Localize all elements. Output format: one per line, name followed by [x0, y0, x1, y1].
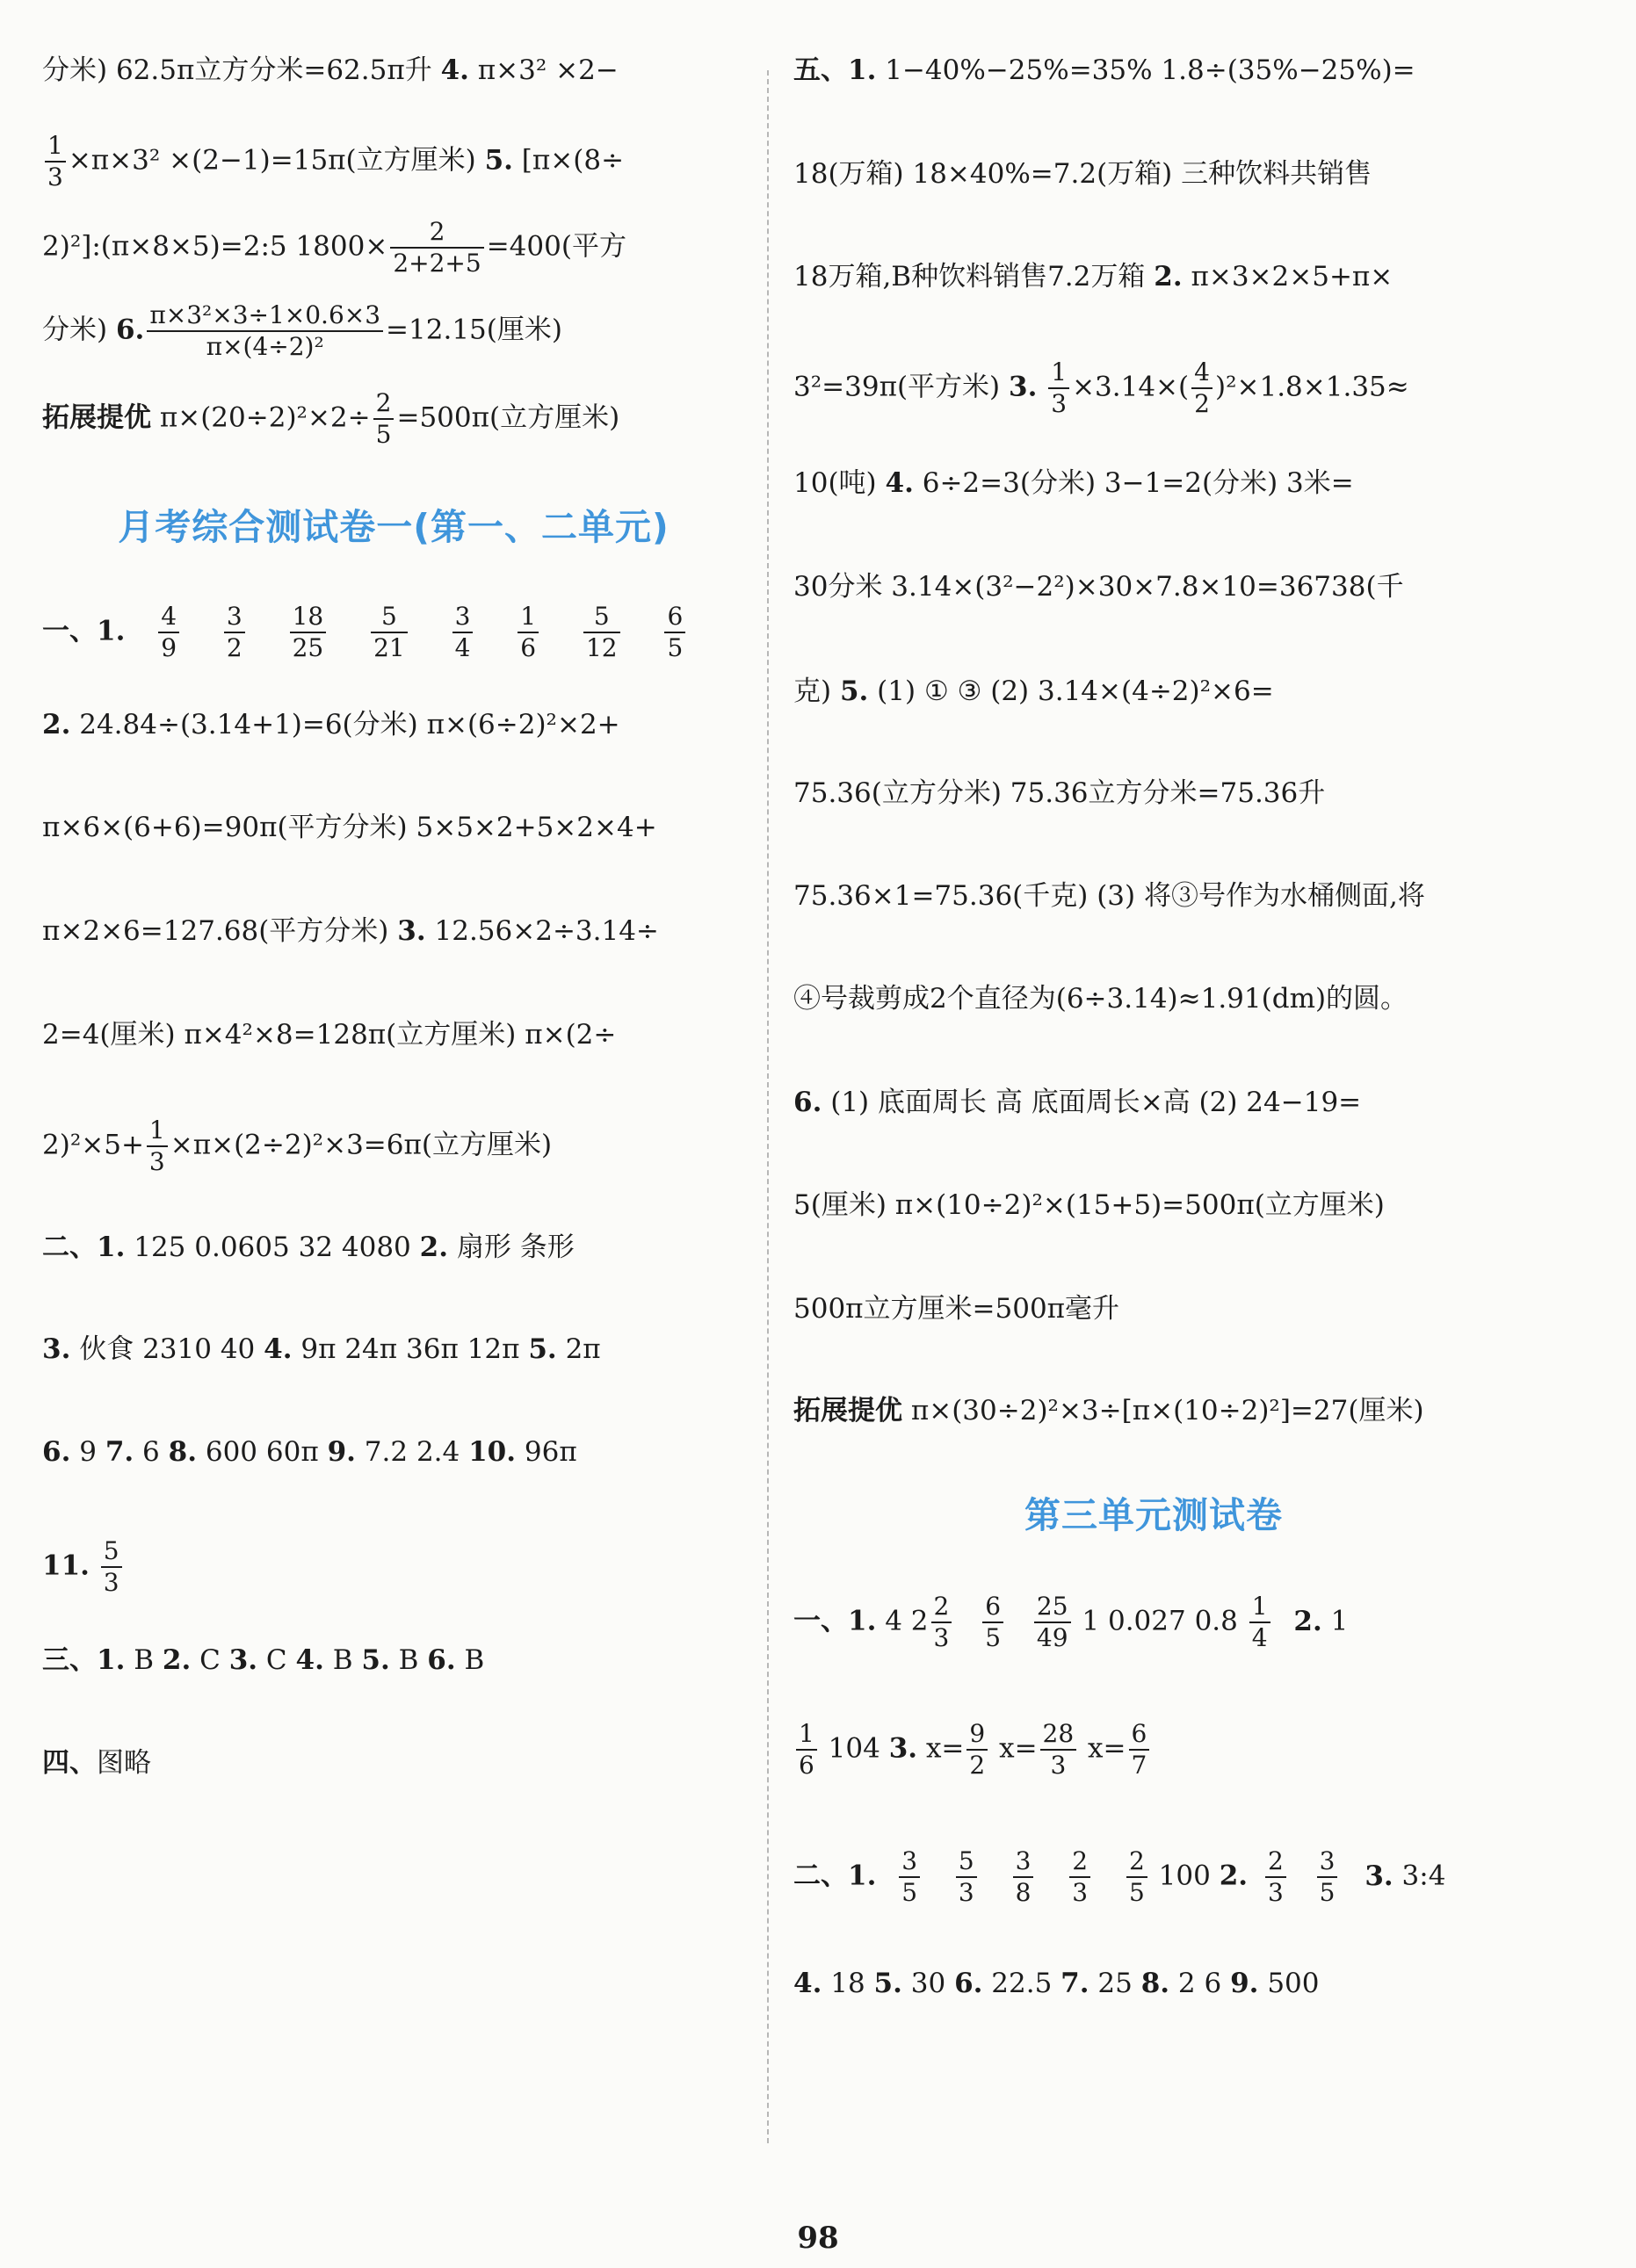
fraction: $\frac{28}{3}$: [1040, 1722, 1077, 1778]
answer-line: 18(万箱) 18×40%=7.2(万箱) 三种饮料共销售: [793, 158, 1372, 190]
answer-line: [42, 604, 688, 661]
item-number: 3.: [888, 1732, 918, 1765]
answer-line: 2=4(厘米) π×4²×8=128π(立方厘米) π×(2÷: [42, 1019, 617, 1051]
fraction: $\frac{4}{9}$: [158, 604, 179, 661]
item-number: 5.: [484, 144, 513, 177]
fraction: $\frac{2}{3}$: [1265, 1849, 1286, 1905]
item-number: 四、: [42, 1747, 97, 1779]
extension-label: 拓展提优: [42, 401, 151, 434]
answer-line: 三、1. B 2. C 3. C 4. B 5. B 6. B: [42, 1644, 485, 1676]
answer-line: 分米) 6. $\frac{\text{π×3²×3÷1×0.6×3}}{\text{π×(4÷2)²}}$ =12.15(厘米): [42, 300, 562, 361]
fraction: $\frac{3}{2}$: [224, 604, 245, 661]
answer-line: 30分米 3.14×(3²−2²)×30×7.8×10=36738(千: [793, 571, 1404, 603]
answer-line: 一、1. 4 2 $\frac{2}{3}$ $\frac{6}{5}$ $\frac{25}{49}$ 1 0.027 0.8 $\frac{1}{4}$ 2. 1: [793, 1592, 1349, 1652]
page-number: 98: [797, 2221, 839, 2256]
item-number: 9.: [327, 1436, 356, 1468]
fraction: $\frac{18}{25}$: [290, 604, 327, 661]
answer-line: 3²=39π(平方米) 3. $\frac{1}{3}$ ×3.14×( $\frac{4}{2}$ )²×1.8×1.35≈: [793, 358, 1409, 418]
answer-line: 500π立方厘米=500π毫升: [793, 1293, 1120, 1325]
fraction: $\frac{2}{3}$: [931, 1594, 952, 1650]
item-number: 2.: [1293, 1605, 1322, 1637]
fraction: $\frac{5}{21}$: [371, 604, 408, 661]
fraction: $\frac{3}{5}$: [1317, 1849, 1338, 1905]
answer-line-extension: 拓展提优 π×(30÷2)²×3÷[π×(10÷2)²]=27(厘米): [793, 1395, 1424, 1427]
answer-line: 6. (1) 底面周长 高 底面周长×高 (2) 24−19=: [793, 1087, 1362, 1118]
answer-line: 分米) 62.5π立方分米=62.5π升 4. π×3² ×2−: [42, 54, 619, 86]
item-number: 5.: [528, 1333, 557, 1365]
answer-line: ④号裁剪成2个直径为(6÷3.14)≈1.91(dm)的圆。: [793, 983, 1408, 1015]
item-number: 3.: [1009, 371, 1038, 403]
fraction: $\frac{3}{5}$: [899, 1849, 920, 1905]
answer-line-extension: 拓展提优 π×(20÷2)²×2÷ $\frac{2}{5}$ =500π(立方厘米): [42, 388, 620, 449]
extension-label: 拓展提优: [793, 1395, 902, 1427]
answer-line: $\frac{1}{3}$ ×π×3² ×(2−1)=15π(立方厘米) 5. [π×(8÷: [42, 134, 624, 190]
item-number: 8.: [168, 1436, 197, 1468]
item-number: 6.: [954, 1968, 983, 1999]
item-number: 7.: [105, 1436, 134, 1468]
item-number: 6.: [793, 1087, 822, 1118]
answer-line: 4. 18 5. 30 6. 22.5 7. 25 8. 2 6 9. 500: [793, 1968, 1320, 1999]
fraction: $\frac{6}{7}$: [1129, 1722, 1150, 1778]
item-number: 11.: [42, 1549, 90, 1582]
fraction: $\frac{9}{2}$: [966, 1722, 988, 1778]
item-number: 5.: [873, 1968, 902, 1999]
answer-line: π×2×6=127.68(平方分米) 3. 12.56×2÷3.14÷: [42, 915, 659, 947]
fraction: $\frac{2}{3}$: [1069, 1849, 1090, 1905]
answer-line: 10(吨) 4. 6÷2=3(分米) 3−1=2(分米) 3米=: [793, 467, 1354, 499]
fraction: $\frac{1}{6}$: [796, 1722, 817, 1778]
fraction: $\frac{6}{5}$: [982, 1594, 1003, 1650]
item-number: 4.: [295, 1644, 324, 1676]
answer-line: 二、1. 125 0.0605 32 4080 2. 扇形 条形: [42, 1232, 575, 1263]
fraction: $\frac{\text{π×3²×3÷1×0.6×3}}{\text{π×(4÷2)²}}$: [147, 303, 383, 359]
answer-line: 18万箱,B种饮料销售7.2万箱 2. π×3×2×5+π×: [793, 261, 1393, 293]
answer-line: $\frac{1}{6}$ 104 3. x= $\frac{9}{2}$ x= $\frac{28}{3}$ x= $\frac{6}{7}$: [793, 1722, 1152, 1778]
answer-line: [42, 1536, 125, 1597]
item-number: 8.: [1140, 1968, 1170, 1999]
item-number: 3.: [1365, 1860, 1393, 1892]
item-number: 6.: [427, 1644, 456, 1676]
item-number: 6.: [42, 1436, 71, 1468]
fraction: $\frac{3}{4}$: [452, 604, 474, 661]
item-number: 2.: [42, 709, 71, 740]
fraction: $\frac{1}{4}$: [1249, 1594, 1270, 1650]
column-divider: [767, 70, 769, 2143]
item-number: 5.: [361, 1644, 390, 1676]
answer-line: 2. 24.84÷(3.14+1)=6(分米) π×(6÷2)²×2+: [42, 709, 620, 740]
answer-line: 5(厘米) π×(10÷2)²×(15+5)=500π(立方厘米): [793, 1189, 1385, 1221]
fraction: $\frac{5}{3}$: [956, 1849, 977, 1905]
answer-line: 75.36(立方分米) 75.36立方分米=75.36升: [793, 777, 1326, 809]
answer-line: π×6×(6+6)=90π(平方分米) 5×5×2+5×2×4+: [42, 812, 657, 843]
section-title: 月考综合测试卷一(第一、二单元): [118, 506, 670, 548]
item-number: 二、1.: [793, 1860, 877, 1892]
item-number: 4.: [885, 467, 914, 499]
item-number: 10.: [468, 1436, 517, 1468]
item-number: 五、1.: [793, 54, 877, 86]
fraction: $\frac{1}{6}$: [518, 604, 539, 661]
item-number: 3.: [397, 915, 426, 947]
item-number: 一、1.: [793, 1605, 877, 1637]
fraction: $\frac{1}{3}$: [147, 1118, 168, 1174]
item-number: 5.: [839, 675, 869, 707]
answer-line: 2)²]:(π×8×5)=2:5 1800× $\frac{2}{2+2+5}$ =400(平方: [42, 217, 626, 278]
fraction: $\frac{5}{12}$: [583, 604, 620, 661]
answer-line: 75.36×1=75.36(千克) (3) 将③号作为水桶侧面,将: [793, 880, 1425, 912]
fraction: $\frac{1}{3}$: [1048, 360, 1069, 416]
answer-line: 3. 伙食 2310 40 4. 9π 24π 36π 12π 5. 2π: [42, 1333, 601, 1365]
answer-line: 五、1. 1−40%−25%=35% 1.8÷(35%−25%)=: [793, 54, 1415, 86]
item-number: 9.: [1230, 1968, 1259, 1999]
item-number: 3.: [228, 1644, 258, 1676]
item-number: 2.: [419, 1232, 448, 1263]
item-number: 6.: [115, 314, 145, 346]
item-number: 3.: [42, 1333, 71, 1365]
item-number: 2.: [1154, 261, 1183, 293]
item-number: 7.: [1061, 1968, 1089, 1999]
fraction: $\frac{2}{5}$: [373, 391, 395, 447]
item-number: 三、1.: [42, 1644, 126, 1676]
answer-line: 2)²×5+ $\frac{1}{3}$ ×π×(2÷2)²×3=6π(立方厘米): [42, 1116, 553, 1176]
fraction: $\frac{1}{3}$: [45, 134, 66, 190]
fraction: $\frac{4}{2}$: [1191, 360, 1213, 416]
item-number: 4.: [264, 1333, 293, 1365]
fraction: $\frac{5}{3}$: [101, 1539, 122, 1595]
fraction: $\frac{2}{2+2+5}$: [390, 220, 483, 276]
answer-line: 四、图略: [42, 1747, 151, 1779]
item-number: 二、1.: [42, 1232, 126, 1263]
item-number: 4.: [793, 1968, 822, 1999]
item-number: 一、1.: [42, 615, 126, 647]
answer-line: 克) 5. (1) ① ③ (2) 3.14×(4÷2)²×6=: [793, 675, 1274, 707]
fraction: $\frac{6}{5}$: [664, 604, 685, 661]
answer-line: 二、1. $\frac{3}{5}$ $\frac{5}{3}$ $\frac{3}{8}$ $\frac{2}{3}$ $\frac{2}{5}$ 100 2. $\frac{2}{3}$ $\frac{3}{5}$ 3. 3:4: [793, 1846, 1446, 1907]
fraction: $\frac{2}{5}$: [1126, 1849, 1147, 1905]
item-number: 2.: [162, 1644, 192, 1676]
section-title: 第三单元测试卷: [1024, 1494, 1283, 1536]
fraction: $\frac{3}{8}$: [1013, 1849, 1034, 1905]
fraction: $\frac{25}{49}$: [1034, 1594, 1071, 1650]
item-number: 4.: [440, 54, 469, 86]
answer-line: 6. 9 7. 6 8. 600 60π 9. 7.2 2.4 10. 96π: [42, 1436, 577, 1468]
item-number: 2.: [1219, 1860, 1249, 1892]
